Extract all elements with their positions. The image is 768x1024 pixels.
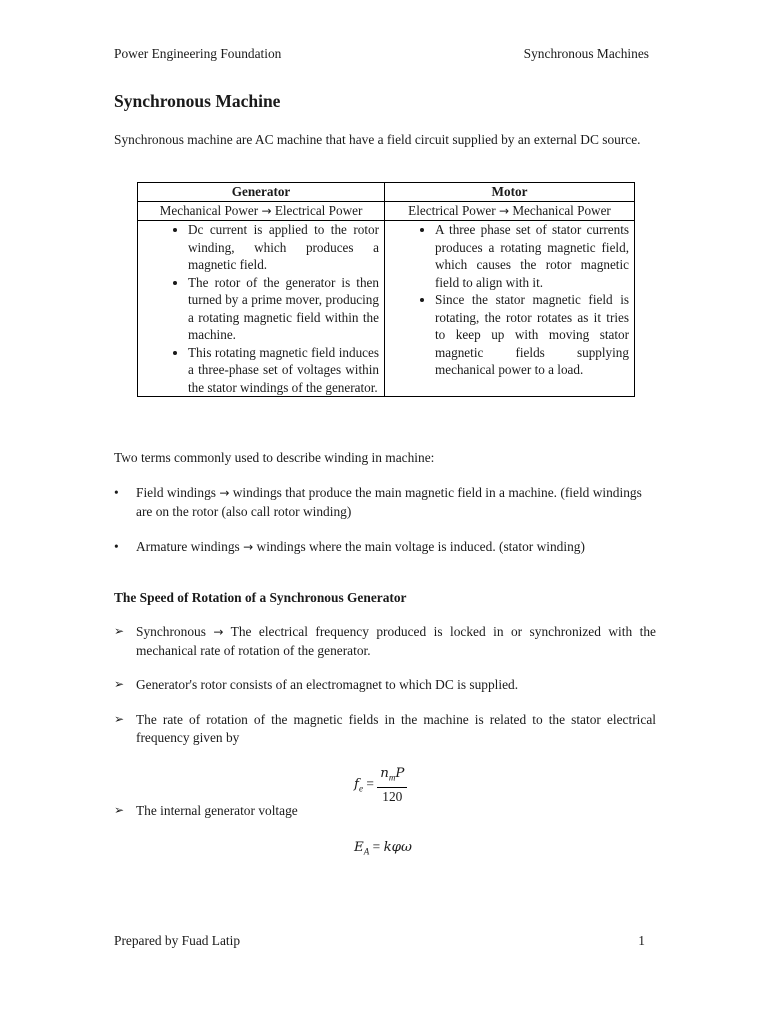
list-item: • Dc current is applied to the rotor winding, which produces a magnetic field. — [188, 221, 379, 274]
equation-frequency: $f_e$ = $\frac{n_mP}{120}$ — [354, 764, 407, 806]
footer-page-number: 1 — [638, 933, 645, 948]
section-title: The Speed of Rotation of a Synchronous Generator — [114, 590, 407, 605]
bullet-icon: • — [114, 539, 119, 554]
arrow-icon: → — [498, 203, 510, 218]
generator-points-list — [143, 221, 379, 396]
document-page: Power Engineering Foundation Synchronous Machines Synchronous Machine Synchronous machine are AC machine that have a field circuit supplied by an external DC source. Generator Motor Mechanical Power → Electrical Power Electrical Power → Mechanical Power • Dc current is applied to the rotor winding, which produces a magnetic field. • The rotor of the generator is then turned by a prime mover, producing a rotating magnetic field within the machine. • This rotating magnetic field induces a three-phase set of voltages within the stator windings of the generator. • A three phase set of stator currents produces a rotating magnetic field, which causes the rotor magnetic field to align with it. • Since the stator magnetic field is rotating, the rotor rotates as it tries to keep up with moving stator magnetic fields supplying mechanical power to a load. Two terms commonly used to describe winding in machine: • Field windings → windings that produce the main magnetic field in a machine. (field windings are on the rotor (also call rotor winding) • Armature windings → windings where the main voltage is induced. (stator winding) The Speed of Rotation of a Synchronous Generator ➢ Synchronous → The electrical frequency produced is locked in or synchronized with the mechanical rate of rotation of the generator. ➢ Generator's rotor consists of an electromagnet to which DC is supplied. ➢ The rate of rotation of the magnetic fields in the machine is related to the stator electrical frequency given by $f_e$ = $\frac{n_mP}{120}$ ➢ The internal generator voltage $E_A = k\varphi\omega$ Prepared by Fuad Latip 1 — [0, 0, 768, 1024]
list-item: • A three phase set of stator currents produces a rotating magnetic field, which causes the rotor magnetic field to align with it. — [435, 221, 629, 291]
equation-voltage: $E_A = k\varphi\omega$ — [354, 839, 412, 857]
term-desc: windings that produce the main magnetic field in a machine. (field windings are on the rotor (also call rotor winding) — [136, 485, 642, 519]
arrow-icon: → — [219, 486, 230, 500]
table-header-motor: Motor — [385, 183, 635, 202]
list-item: • This rotating magnetic field induces a three-phase set of voltages within the stator windings of the generator. — [188, 344, 379, 397]
header-left: Power Engineering Foundation — [114, 46, 282, 61]
arrowhead-bullet-icon: ➢ — [114, 803, 125, 817]
arrow-icon: → — [213, 625, 224, 639]
arrowhead-bullet-icon: ➢ — [114, 624, 125, 638]
arrowhead-bullet-icon: ➢ — [114, 677, 125, 691]
page-title: Synchronous Machine — [114, 91, 281, 111]
table-details-row — [138, 221, 635, 397]
arrow-icon: → — [261, 203, 272, 218]
generator-details — [138, 221, 385, 397]
motor-points-list — [390, 221, 629, 379]
term-desc: windings where the main voltage is induced. (stator winding) — [256, 539, 585, 554]
term-name: Field windings — [136, 485, 216, 500]
comparison-table — [137, 182, 635, 397]
intro-paragraph: Synchronous machine are AC machine that have a field circuit supplied by an external DC source. — [114, 132, 641, 147]
arrowhead-bullet-icon: ➢ — [114, 712, 125, 726]
motor-conversion: Electrical Power → Mechanical Power — [385, 201, 635, 221]
list-item: • The rotor of the generator is then turned by a prime mover, producing a rotating magnetic field within the machine. — [188, 274, 379, 344]
generator-conversion: Mechanical Power → Electrical Power — [138, 201, 385, 221]
arrow-icon: → — [243, 540, 254, 554]
footer-author: Prepared by Fuad Latip — [114, 933, 241, 948]
term-name: Armature windings — [136, 539, 240, 554]
list-item: • Since the stator magnetic field is rotating, the rotor rotates as it tries to keep up with moving stator magnetic fields supplying mechanical power to a load. — [435, 291, 629, 379]
motor-details — [385, 221, 635, 397]
table-conversion-row — [138, 201, 635, 221]
header-right: Synchronous Machines — [523, 46, 649, 61]
terms-intro: Two terms commonly used to describe winding in machine: — [114, 450, 435, 465]
bullet-icon: • — [114, 485, 119, 500]
table-header-row — [138, 183, 635, 202]
table-header-generator: Generator — [138, 183, 385, 202]
